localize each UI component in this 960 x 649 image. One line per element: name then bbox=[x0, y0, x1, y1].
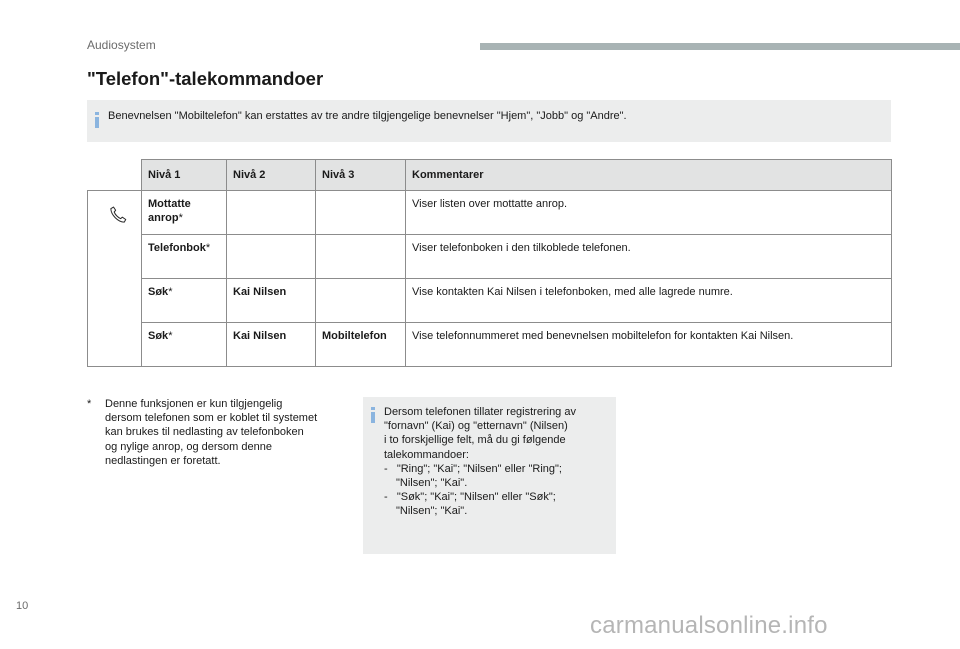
footnote-text bbox=[105, 397, 355, 468]
note-line: - "Søk"; "Kai"; "Nilsen" eller "Søk"; bbox=[384, 491, 556, 504]
row4-level-2: Kai Nilsen bbox=[227, 323, 316, 367]
row2-level-1: Telefonbok* bbox=[142, 235, 227, 279]
note-line: "fornavn" (Kai) og "etternavn" (Nilsen) bbox=[384, 420, 568, 433]
table-header-blank bbox=[88, 160, 142, 191]
row3-level-1: Søk* bbox=[142, 279, 227, 323]
header-bar bbox=[480, 43, 960, 50]
voice-command-table bbox=[87, 159, 892, 367]
table-row bbox=[88, 323, 892, 367]
info-note-bottom bbox=[363, 397, 616, 554]
row3-level-2: Kai Nilsen bbox=[227, 279, 316, 323]
footnote-line: nedlastingen er foretatt. bbox=[105, 454, 221, 467]
row1-comment: Viser listen over mottatte anrop. bbox=[406, 191, 892, 235]
row3-comment: Vise kontakten Kai Nilsen i telefonboken, med alle lagrede numre. bbox=[406, 279, 892, 323]
table-header-row bbox=[88, 160, 892, 191]
phone-icon bbox=[108, 205, 128, 225]
watermark: carmanualsonline.info bbox=[590, 612, 828, 639]
header-level-3: Nivå 3 bbox=[316, 160, 406, 191]
info-note-top bbox=[87, 100, 891, 142]
note-line: i to forskjellige felt, må du gi følgende bbox=[384, 434, 566, 447]
header-level-1: Nivå 1 bbox=[142, 160, 227, 191]
info-icon bbox=[371, 407, 375, 423]
note-line: "Nilsen"; "Kai". bbox=[396, 505, 468, 518]
table-row bbox=[88, 235, 892, 279]
footnote-line: dersom telefonen som er koblet til systemet bbox=[105, 412, 318, 425]
row4-comment: Vise telefonnummeret med benevnelsen mobiltelefon for kontakten Kai Nilsen. bbox=[406, 323, 892, 367]
header-level-2: Nivå 2 bbox=[227, 160, 316, 191]
note-line: "Nilsen"; "Kai". bbox=[396, 477, 468, 490]
table-row bbox=[88, 191, 892, 235]
row4-level-3: Mobiltelefon bbox=[316, 323, 406, 367]
footnote-line: kan brukes til nedlasting av telefonboken bbox=[105, 426, 304, 439]
footnote-star: * bbox=[87, 398, 92, 410]
row2-comment: Viser telefonboken i den tilkoblede telefonen. bbox=[406, 235, 892, 279]
note-line: - "Ring"; "Kai"; "Nilsen" eller "Ring"; bbox=[384, 462, 562, 475]
row1-level-2 bbox=[227, 191, 316, 235]
table-row bbox=[88, 279, 892, 323]
page-number: 10 bbox=[16, 600, 29, 612]
row1-level-1: Mottatte anrop* bbox=[142, 191, 227, 235]
info-note-text: Benevnelsen "Mobiltelefon" kan erstattes av tre andre tilgjengelige benevnelser "Hjem", "Jobb" og "Andre". bbox=[108, 110, 627, 122]
note-line: Dersom telefonen tillater registrering av bbox=[384, 406, 576, 418]
header-comments: Kommentarer bbox=[406, 160, 892, 191]
info-icon bbox=[95, 112, 99, 128]
footnote-line: og nylige anrop, og dersom denne bbox=[105, 440, 272, 453]
info-note-bottom-text bbox=[384, 405, 610, 519]
row1-level-3 bbox=[316, 191, 406, 235]
page-title: "Telefon"-talekommandoer bbox=[87, 68, 324, 89]
note-line: talekommandoer: bbox=[384, 448, 469, 461]
row3-level-3 bbox=[316, 279, 406, 323]
footnote-line: Denne funksjonen er kun tilgjengelig bbox=[105, 398, 283, 410]
row4-level-1: Søk* bbox=[142, 323, 227, 367]
section-label: Audiosystem bbox=[87, 38, 156, 52]
phone-icon-cell bbox=[88, 191, 142, 367]
row2-level-3 bbox=[316, 235, 406, 279]
row2-level-2 bbox=[227, 235, 316, 279]
